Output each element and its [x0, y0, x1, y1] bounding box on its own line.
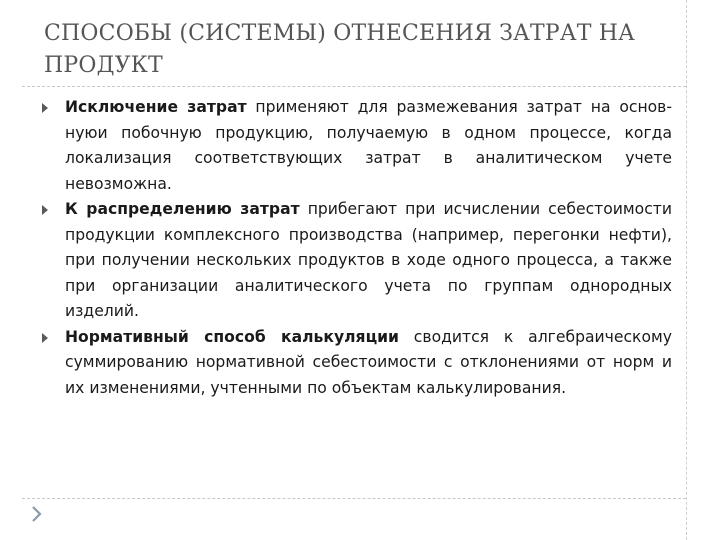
bullet-lead: К распределению затрат	[65, 200, 300, 218]
title-divider	[22, 86, 686, 87]
bullet-item-normative	[40, 325, 672, 402]
bullet-text: сводится к алгебраическому суммированию нормативной себестоимости с отклонениями от норм и их изменениями, учтенными по объектам калькулирования.	[65, 327, 672, 397]
footer-divider	[22, 498, 686, 499]
bullet-text: применяют для размежевания затрат на основ-нуюи побочную продукцию, получаемую в одном процессе, когда локализация соответствующих затрат в аналитическом учете невозможна.	[65, 98, 672, 193]
triangle-bullet-icon	[42, 205, 48, 215]
chevron-right-icon[interactable]	[28, 505, 46, 523]
bullet-list	[40, 95, 672, 401]
bullet-item-distribution	[40, 197, 672, 325]
bullet-text: прибегают при исчислении себестоимости продукции комплексного производства (например, перегонки нефти), при получении нескольких продуктов в ходе одного процесса, а также при организации аналитического учета по группам однородных изделий.	[65, 200, 672, 320]
right-border	[686, 0, 687, 540]
triangle-bullet-icon	[42, 103, 48, 113]
bullet-lead: Нормативный способ калькуляции	[65, 327, 399, 346]
bullet-item-exclusion	[40, 95, 672, 197]
bullet-lead: Исключение затрат	[65, 98, 247, 116]
slide-title: СПОСОБЫ (СИСТЕМЫ) ОТНЕСЕНИЯ ЗАТРАТ НА ПРОДУКТ	[44, 21, 636, 78]
triangle-bullet-icon	[42, 333, 48, 343]
